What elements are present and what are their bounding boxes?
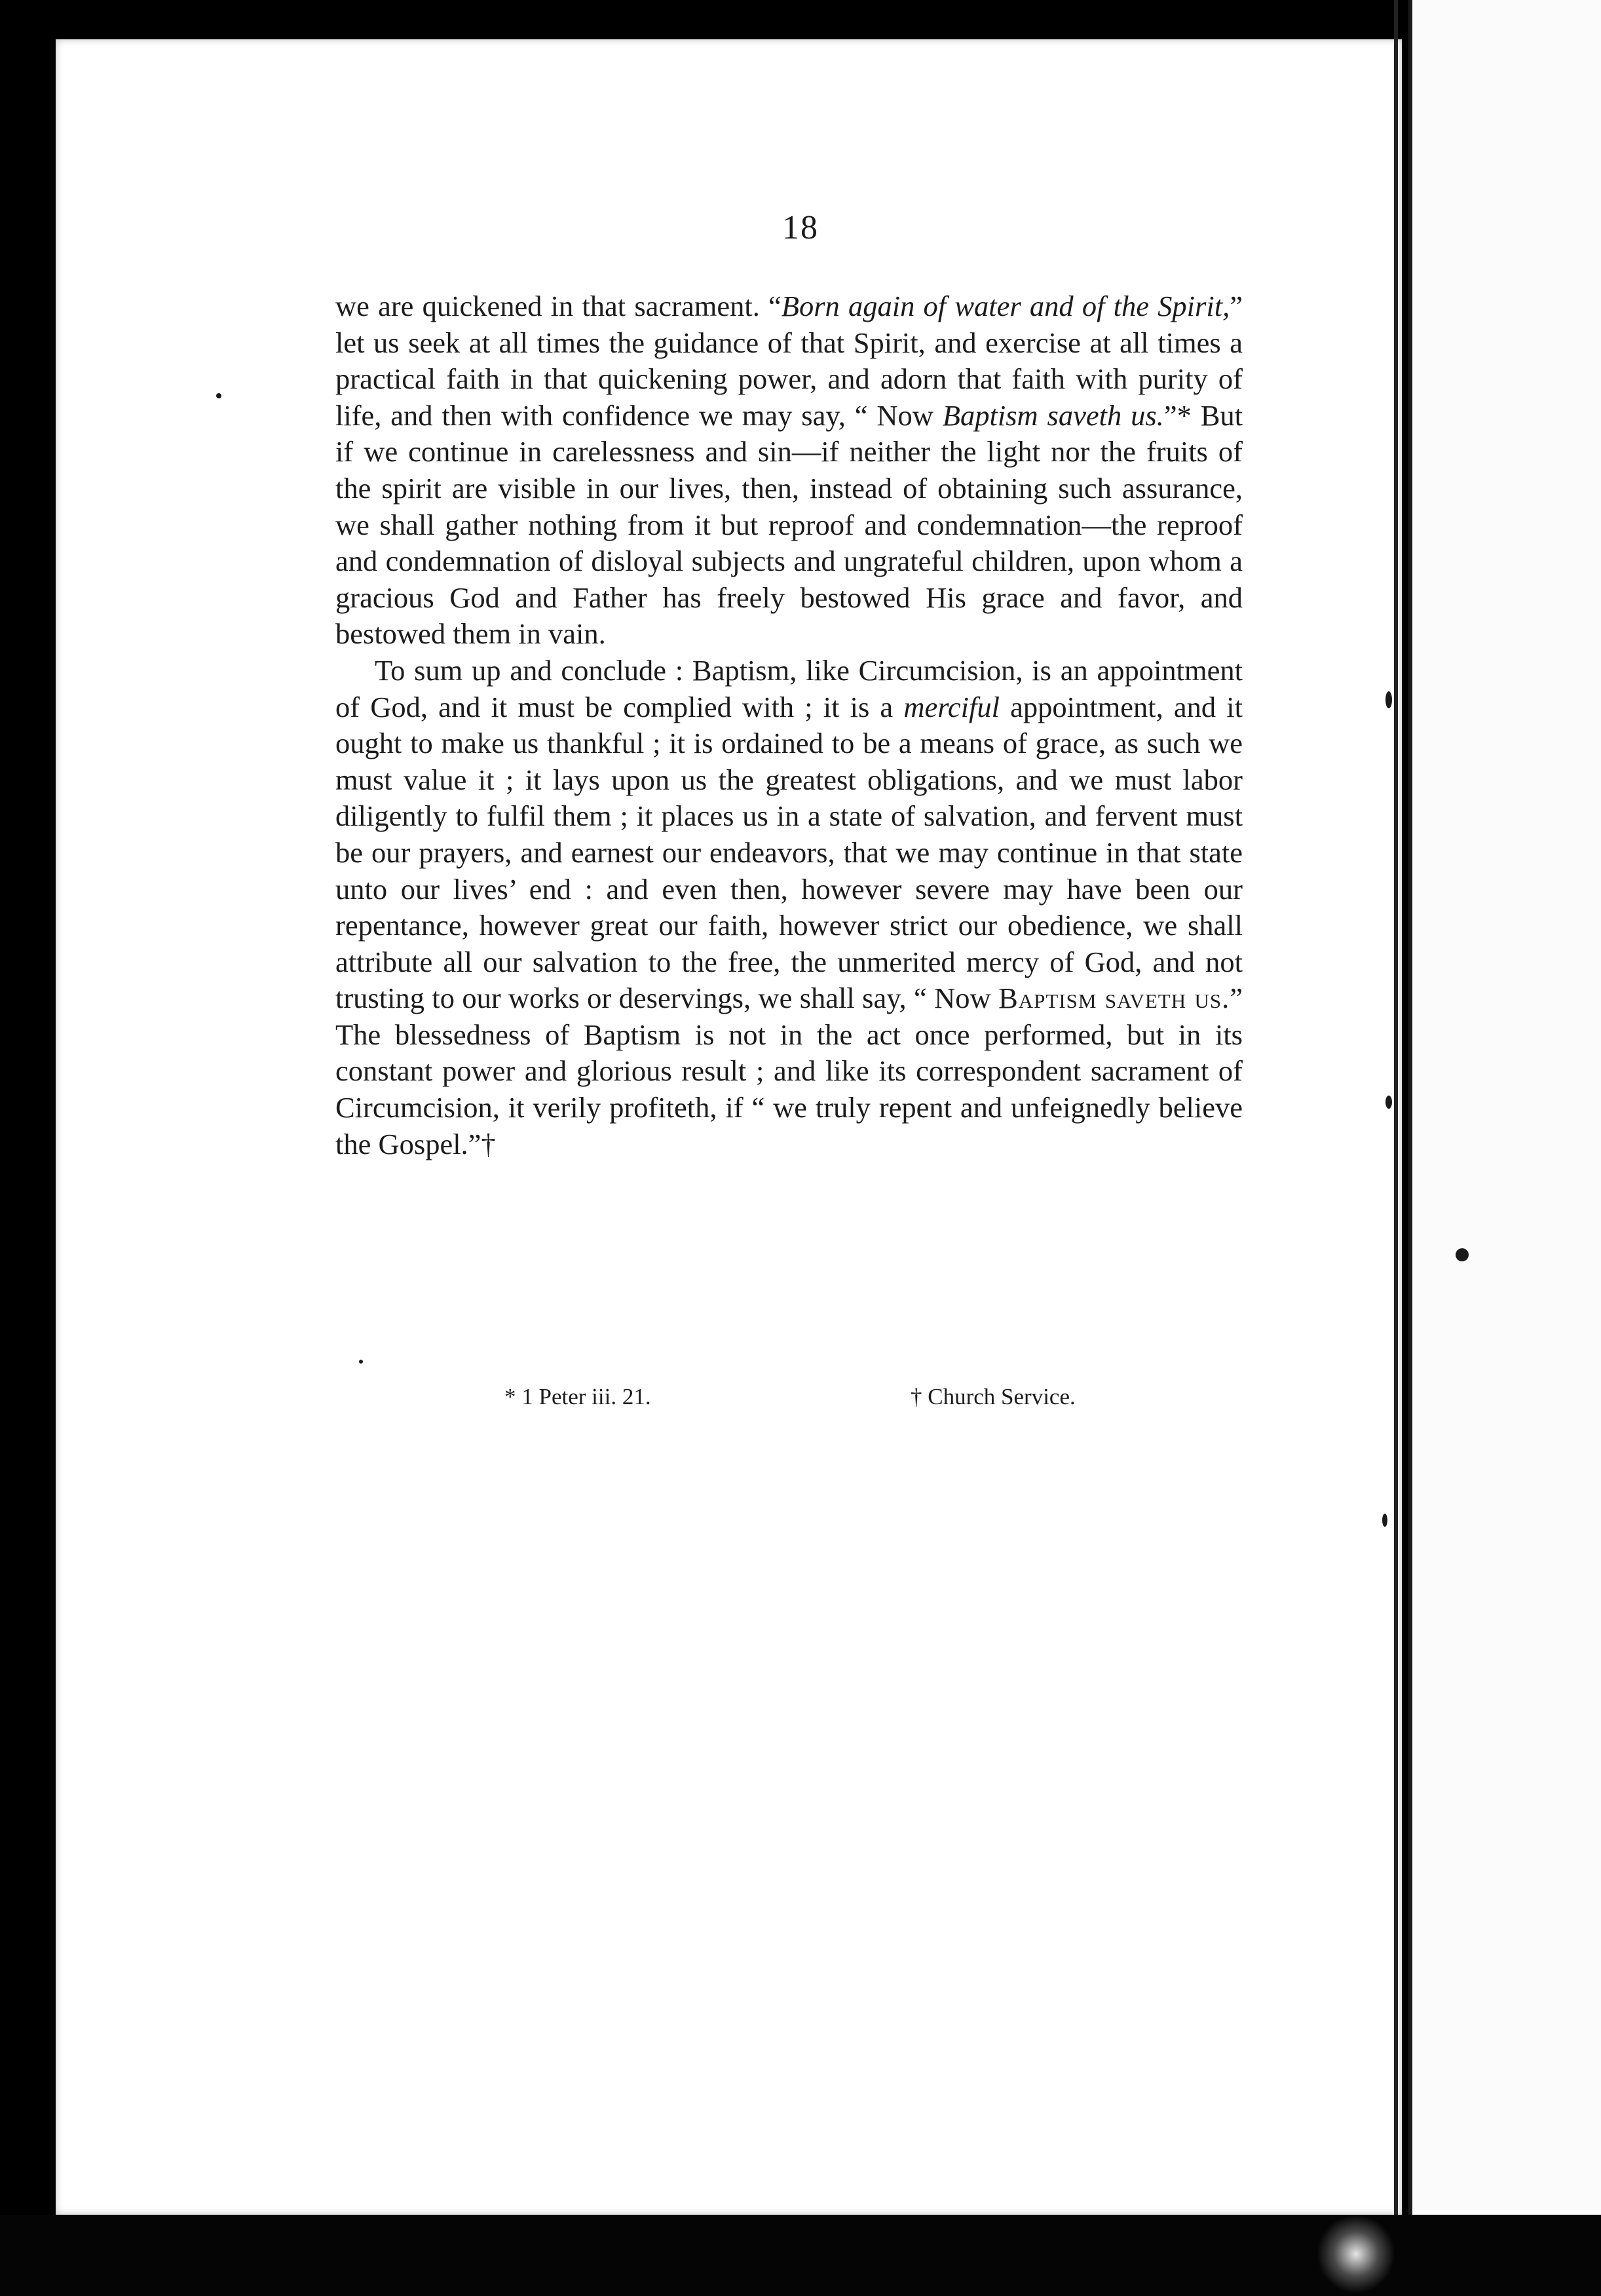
paragraph-1-text-b: ” let us seek at all times the guidance of that Spirit, and exercise at all times a practical faith in that quickening power, and adorn that faith with purity of life, and then with confidence we may say, “ Now xyxy=(335,290,1243,432)
body-text xyxy=(335,288,1243,1162)
paragraph-1-text-c: ”* But if we continue in carelessness and sin—if neither the light nor the fruits of the spirit are visible in our lives, then, instead of obtaining such assurance, we shall gather nothing from it but reproof and condemnation—the reproof and condemnation of disloyal subjects and ungrateful children, upon whom a gracious God and Father has freely bestowed His grace and favor, and bestowed them in vain. xyxy=(335,398,1243,651)
paragraph-1-text-a: we are quickened in that sacrament. “ xyxy=(335,290,782,322)
scan-speck xyxy=(1385,691,1392,708)
scan-light-flare xyxy=(1317,2215,1395,2293)
footnote-left: * 1 Peter iii. 21. xyxy=(504,1384,651,1409)
paragraph-2 xyxy=(335,653,1243,1162)
scan-speck xyxy=(359,1360,363,1364)
scan-speck xyxy=(1456,1248,1469,1261)
page-gutter xyxy=(1394,0,1398,2228)
paragraph-1-italic-a: Born again of water and of the Spirit, xyxy=(781,290,1230,322)
footnote-right: † Church Service. xyxy=(911,1384,1076,1409)
paragraph-2-italic-a: merciful xyxy=(903,690,1000,723)
paragraph-2-text-a: To sum up and conclude : Baptism, like Circumcision, is an appointment of God, and it must be complied with ; it is a xyxy=(335,653,1243,723)
scan-speck xyxy=(1382,1514,1387,1527)
paragraph-1-italic-b: Baptism saveth us. xyxy=(942,398,1164,432)
paragraph-2-text-c: ” The blessedness of Baptism is not in the act once performed, but in its constant power and glorious result ; and like its correspondent sacrament of Circumcision, it verily profiteth, if “ we truly repent and unfeignedly believe the Gospel.”† xyxy=(335,982,1243,1160)
paragraph-2-smallcaps: Baptism saveth us. xyxy=(998,982,1230,1015)
scan-speck xyxy=(1385,1096,1392,1109)
paragraph-1 xyxy=(335,288,1243,653)
right-page-edge xyxy=(1408,0,1601,2215)
scan-speck xyxy=(216,393,221,398)
page-number: 18 xyxy=(782,209,819,246)
paragraph-2-text-b: appointment, and it ought to make us thankful ; it is ordained to be a means of grace, as such we must value it ; it lays upon us the greatest obligations, and we must labor diligently to fulfil them ; it places us in a state of salvation, and fervent must be our prayers, and earnest our endeavors, that we may continue in that state unto our lives’ end : and even then, however severe may have been our repentance, however great our faith, however strict our obedience, we shall attribute all our salvation to the free, the unmerited mercy of God, and not trusting to our works or deservings, we shall say, “ Now xyxy=(335,690,1243,1015)
